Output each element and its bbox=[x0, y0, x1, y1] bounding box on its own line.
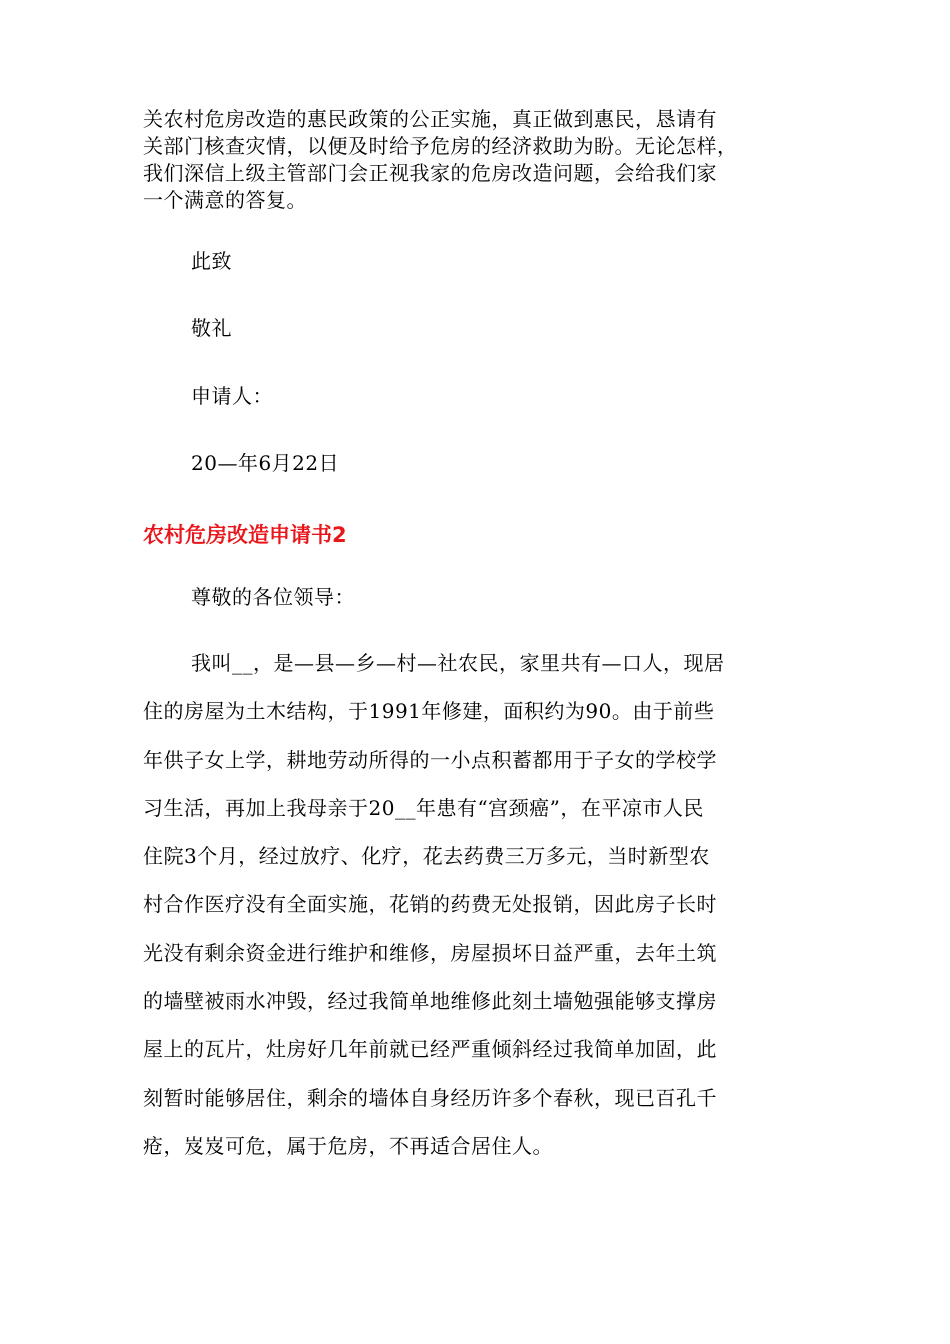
body-line: 住的房屋为土木结构，于1991年修建，面积约为90。由于前些 bbox=[143, 699, 715, 724]
body-line: 村合作医疗没有全面实施，花销的药费无处报销，因此房子长时 bbox=[143, 892, 717, 917]
paragraph-line: 关农村危房改造的惠民政策的公正实施，真正做到惠民，恳请有 bbox=[143, 107, 717, 131]
body-paragraph bbox=[143, 648, 813, 1179]
body-line: 我叫__，是—县—乡—村—社农民，家里共有—口人，现居 bbox=[191, 651, 725, 675]
applicant-label: 申请人： bbox=[191, 384, 273, 408]
greeting: 尊敬的各位领导： bbox=[191, 585, 355, 609]
body-line: 疮，岌岌可危，属于危房，不再适合居住人。 bbox=[143, 1133, 553, 1158]
body-line: 的墙壁被雨水冲毁，经过我简单地维修此刻土墙勉强能够支撑房 bbox=[143, 989, 717, 1014]
paragraph-line: 一个满意的答复。 bbox=[143, 188, 307, 212]
paragraph-line: 我们深信上级主管部门会正视我家的危房改造问题，会给我们家 bbox=[143, 161, 717, 185]
date-line: 20—年6月22日 bbox=[191, 451, 340, 475]
body-line: 屋上的瓦片，灶房好几年前就已经严重倾斜经过我简单加固，此 bbox=[143, 1037, 717, 1062]
section-title: 农村危房改造申请书2 bbox=[143, 523, 347, 547]
body-line: 刻暂时能够居住，剩余的墙体自身经历许多个春秋，现已百孔千 bbox=[143, 1085, 717, 1110]
body-line: 住院3个月，经过放疗、化疗，花去药费三万多元，当时新型农 bbox=[143, 844, 710, 869]
body-line: 光没有剩余资金进行维护和维修，房屋损坏日益严重，去年土筑 bbox=[143, 940, 717, 965]
body-line: 习生活，再加上我母亲于20__年患有“宫颈癌”，在平凉市人民 bbox=[143, 795, 704, 820]
salutation-jingli: 敬礼 bbox=[191, 316, 232, 340]
salutation-cizhi: 此致 bbox=[191, 249, 232, 273]
paragraph-line: 关部门核查灾情，以便及时给予危房的经济救助为盼。无论怎样， bbox=[143, 134, 738, 158]
top-paragraph bbox=[143, 106, 813, 214]
body-line: 年供子女上学，耕地劳动所得的一小点积蓄都用于子女的学校学 bbox=[143, 747, 717, 772]
